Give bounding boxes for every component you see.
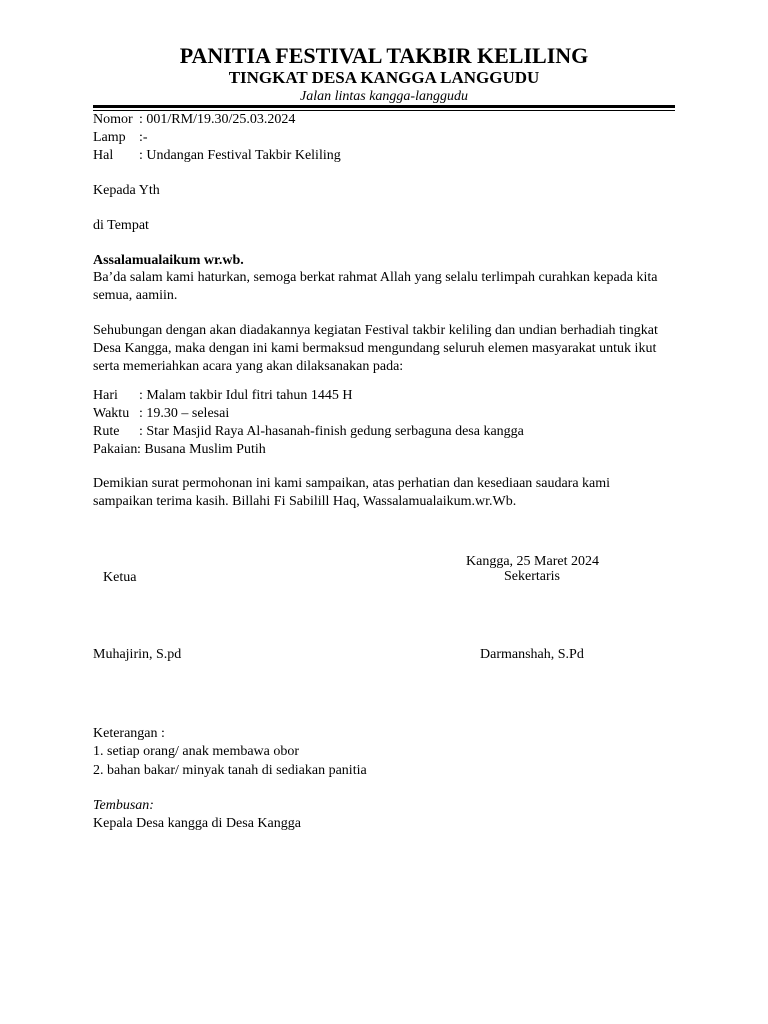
- cc-recipient: Kepala Desa kangga di Desa Kangga: [93, 816, 301, 831]
- cc-heading: Tembusan:: [93, 798, 154, 813]
- place-date: Kangga, 25 Maret 2024: [466, 554, 599, 569]
- rute-value: : Star Masjid Raya Al-hasanah-finish gedung serbaguna desa kangga: [139, 424, 524, 439]
- nomor-label: Nomor: [93, 112, 133, 127]
- hal-label: Hal: [93, 148, 114, 163]
- notes-item: 1. setiap orang/ anak membawa obor: [93, 744, 300, 759]
- pakaian-value: : Busana Muslim Putih: [137, 442, 266, 457]
- notes-item: 2. bahan bakar/ minyak tanah di sediakan panitia: [93, 763, 367, 778]
- rute-label: Rute: [93, 424, 120, 439]
- pakaian-label: Pakaian: [93, 442, 138, 457]
- lamp-value: :-: [139, 130, 148, 145]
- waktu-value: : 19.30 – selesai: [139, 406, 230, 421]
- lamp-label: Lamp: [93, 130, 126, 145]
- nomor-value: : 001/RM/19.30/25.03.2024: [139, 112, 296, 127]
- letterhead-address: Jalan lintas kangga-langgudu: [300, 89, 468, 104]
- paragraph-opening: Ba’da salam kami haturkan, semoga berkat rahmat Allah yang selalu terlimpah curahkan kepada kita semua, aamiin.: [93, 270, 658, 303]
- left-signatory-name: Muhajirin, S.pd: [93, 647, 182, 662]
- left-signatory-role: Ketua: [103, 570, 137, 585]
- waktu-label: Waktu: [93, 406, 130, 421]
- right-signatory-name: Darmanshah, S.Pd: [480, 647, 584, 662]
- paragraph-invitation: Sehubungan dengan akan diadakannya kegiatan Festival takbir keliling dan undian berhadiah tingkat Desa Kangga, maka dengan ini kami bermaksud mengundang seluruh elemen masyarakat untuk ikut serta memeriahkan acara yang akan dilaksanakan pada:: [93, 323, 658, 374]
- paragraph-closing: Demikian surat permohonan ini kami sampaikan, atas perhatian dan kesediaan saudara kami sampaikan terima kasih. Billahi Fi Sabilill Haq, Wassalamualaikum.wr.Wb.: [93, 476, 611, 509]
- letterhead-title: PANITIA FESTIVAL TAKBIR KELILING: [179, 43, 589, 68]
- letterhead-divider-thick: [93, 105, 675, 108]
- hal-value: : Undangan Festival Takbir Keliling: [139, 148, 341, 163]
- letterhead-subtitle: TINGKAT DESA KANGGA LANGGUDU: [228, 68, 540, 87]
- notes-heading: Keterangan :: [93, 726, 165, 741]
- hari-label: Hari: [93, 388, 118, 403]
- recipient-line: Kepada Yth: [93, 183, 160, 198]
- recipient-place: di Tempat: [93, 218, 149, 233]
- hari-value: : Malam takbir Idul fitri tahun 1445 H: [139, 388, 353, 403]
- greeting: Assalamualaikum wr.wb.: [93, 253, 244, 268]
- right-signatory-role: Sekertaris: [504, 569, 560, 584]
